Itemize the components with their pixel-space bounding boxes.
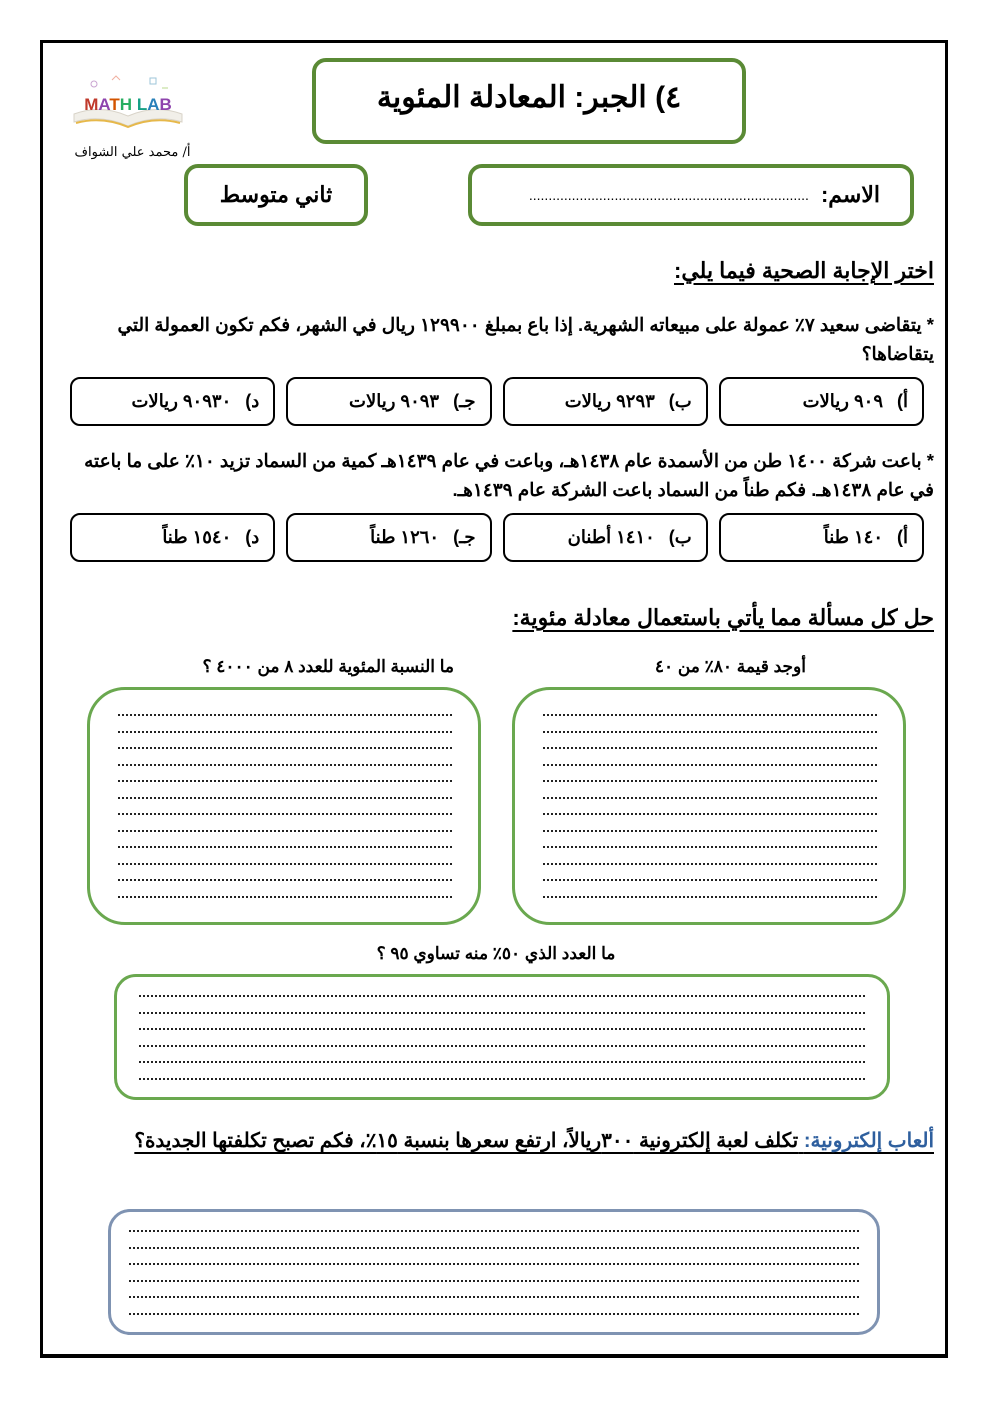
question-2-options	[70, 513, 924, 562]
problem-3-answer-area[interactable]	[114, 974, 890, 1100]
name-label: الاسم:	[820, 182, 880, 207]
question-2-text: * باعت شركة ١٤٠٠ طن من الأسمدة عام ١٤٣٨هـ، وباعت في عام ١٤٣٩هـ كمية من السماد تزيد ١٠٪ على ما باعته في عام ١٤٣٨هـ. فكم طناً من السماد باعت الشركة عام ١٤٣٩هـ.	[84, 450, 934, 500]
title-box	[312, 58, 746, 144]
option-value: ٩٠٩٣٠ ريالات	[131, 391, 232, 411]
svg-text:MATH LAB: MATH LAB	[84, 95, 172, 114]
option-value: ١٥٤٠ طناً	[162, 527, 232, 547]
page-title: ٤) الجبر: المعادلة المئوية	[376, 81, 682, 114]
answer-lines	[543, 714, 877, 912]
games-label: ألعاب إلكترونية:	[803, 1130, 934, 1152]
problem-1-text: أوجد قيمة ٨٠٪ من ٤٠	[654, 657, 806, 676]
problem-2-answer-area[interactable]	[87, 687, 481, 925]
question-1-text: * يتقاضى سعيد ٧٪ عمولة على مبيعاته الشهرية. إذا باع بمبلغ ١٢٩٩٠٠ ريال في الشهر، فكم تكون العمولة التي يتقاضاها؟	[117, 314, 934, 364]
option-letter: د)	[245, 527, 260, 547]
answer-lines	[129, 1230, 859, 1330]
option-letter: ب)	[668, 391, 692, 411]
problem-1-answer-area[interactable]	[512, 687, 906, 925]
option-value: ٩٢٩٣ ريالات	[564, 391, 655, 411]
grade-box	[184, 164, 368, 226]
teacher-name: أ/ محمد علي الشواف	[74, 145, 191, 160]
question-1-option-a[interactable]	[719, 377, 924, 426]
option-value: ٩٠٩٣ ريالات	[349, 391, 440, 411]
games-answer-area[interactable]	[108, 1209, 880, 1335]
section-multiple-choice-heading: اختر الإجابة الصحية فيما يلي:	[674, 258, 934, 283]
option-letter: د)	[245, 391, 260, 411]
option-letter: جـ)	[453, 527, 476, 547]
name-field[interactable]	[468, 164, 914, 226]
grade-label: ثاني متوسط	[219, 182, 333, 207]
question-2-option-c[interactable]	[286, 513, 491, 562]
option-value: ٩٠٩ ريالات	[802, 391, 883, 411]
question-1-option-b[interactable]	[503, 377, 708, 426]
problem-2-text: ما النسبة المئوية للعدد ٨ من ٤٠٠٠ ؟	[202, 657, 454, 676]
games-question-text: تكلف لعبة إلكترونية ٣٠٠ريالاً، ارتفع سعرها بنسبة ١٥٪، فكم تصبح تكلفتها الجديدة؟	[134, 1130, 799, 1152]
option-letter: جـ)	[453, 391, 476, 411]
option-value: ١٤٠ طناً	[823, 527, 883, 547]
question-1-option-c[interactable]	[286, 377, 491, 426]
answer-lines	[139, 995, 865, 1095]
question-2-option-d[interactable]	[70, 513, 275, 562]
question-2-option-b[interactable]	[503, 513, 708, 562]
option-letter: أ)	[897, 391, 908, 411]
option-value: ١٤١٠ أطنان	[567, 527, 655, 547]
option-value: ١٢٦٠ طناً	[370, 527, 440, 547]
answer-lines	[118, 714, 452, 912]
question-2-option-a[interactable]	[719, 513, 924, 562]
games-question	[90, 1124, 934, 1158]
name-input-line[interactable]: ........................................................................	[528, 187, 809, 203]
section-solve-heading: حل كل مسألة مما يأتي باستعمال معادلة مئوية:	[512, 605, 934, 630]
question-1-option-d[interactable]	[70, 377, 275, 426]
option-letter: أ)	[897, 527, 908, 547]
math-lab-logo	[66, 66, 190, 132]
question-1-options	[70, 377, 924, 426]
problem-3-text: ما العدد الذي ٥٠٪ منه تساوي ٩٥ ؟	[376, 944, 616, 963]
option-letter: ب)	[668, 527, 692, 547]
